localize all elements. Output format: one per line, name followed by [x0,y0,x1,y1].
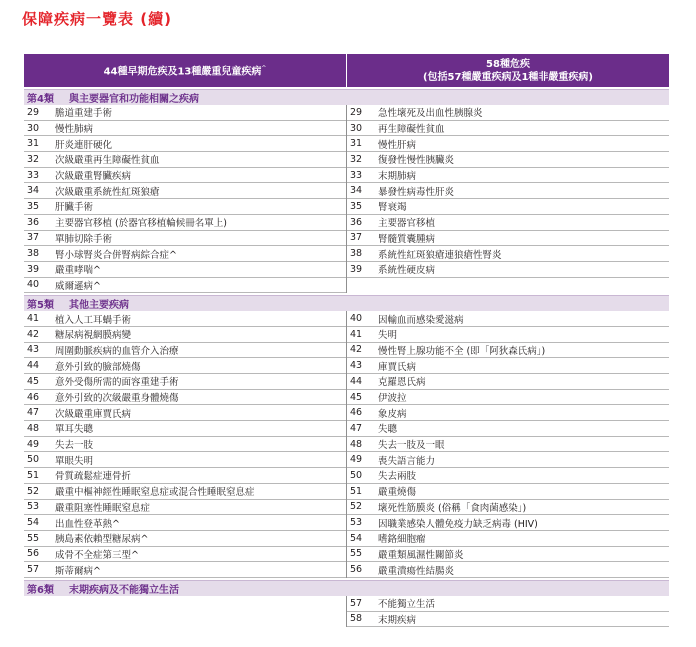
item-name: 再生障礙性貧血 [378,124,445,136]
table-row [347,183,669,199]
item-number: 29 [27,106,40,118]
item-number: 44 [27,360,40,372]
header-right [347,54,669,87]
item-name: 失聰 [378,424,398,436]
table-row [347,596,669,612]
item-name: 喪失語言能力 [378,455,436,467]
table-row [24,246,346,262]
table-header [24,54,669,87]
item-name: 系統性紅斑狼瘡連狼瘡性腎炎 [378,249,502,261]
category-body [24,105,669,293]
item-number: 45 [350,391,363,403]
item-name: 意外引致的臉部燒傷 [55,361,141,373]
table-row [347,262,669,278]
item-number: 53 [350,517,363,529]
item-number: 57 [27,564,40,576]
item-number: 38 [350,248,363,260]
item-name: 不能獨立生活 [378,599,436,611]
header-right-line2: (包括57種嚴重疾病及1種非嚴重疾病) [422,71,593,83]
item-name: 出血性登革熱^ [55,518,120,530]
category-title: 與主要器官和功能相關之疾病 [69,94,199,105]
item-number: 55 [27,532,40,544]
category-section [24,295,669,578]
table-row [24,405,346,421]
category-body [24,311,669,578]
item-number: 37 [350,232,363,244]
table-row [347,358,669,374]
header-left-sup: ^ [261,65,267,73]
item-name: 伊波拉 [378,393,407,405]
table-row [24,105,346,121]
item-name: 次級嚴重庫賈氏病 [55,408,132,420]
item-number: 43 [350,360,363,372]
table-row [347,500,669,516]
table-row [347,136,669,152]
item-number: 51 [27,469,40,481]
item-number: 45 [27,375,40,387]
item-number: 41 [27,313,40,325]
item-name: 慢性肺病 [55,124,94,136]
table-row [24,452,346,468]
item-number: 29 [350,106,363,118]
table-row [347,390,669,406]
item-number: 56 [350,564,363,576]
table-row [24,562,346,578]
right-column [347,105,669,293]
category-number: 第4類 [27,94,54,105]
item-number: 33 [27,169,40,181]
item-name: 骨質疏鬆症連骨折 [55,471,132,483]
category-section [24,580,669,627]
item-number: 33 [350,169,363,181]
table-row [347,484,669,500]
item-name: 失去兩肢 [378,471,417,483]
item-name: 系統性硬皮病 [378,265,436,277]
item-number: 56 [27,548,40,560]
item-name: 次級嚴重系統性紅斑狼瘡 [55,186,160,198]
item-name: 意外引致的次級嚴重身體燒傷 [55,393,179,405]
item-name: 壞死性筋膜炎 (俗稱「食肉菌感染」) [378,502,527,514]
item-name: 主要器官移植 (於器官移植輪候冊名單上) [55,218,227,230]
item-number: 31 [350,138,363,150]
item-number: 50 [350,469,363,481]
category-number: 第5類 [27,300,54,312]
category-number: 第6類 [27,584,54,596]
table-row [24,168,346,184]
item-number: 47 [350,422,363,434]
left-column [24,311,347,578]
item-number: 41 [350,328,363,340]
table-row [347,327,669,343]
item-number: 54 [27,517,40,529]
item-name: 肝炎連肝硬化 [55,139,113,151]
item-number: 34 [27,185,40,197]
table-row [24,484,346,500]
item-number: 43 [27,344,40,356]
item-number: 35 [350,200,363,212]
item-number: 42 [350,344,363,356]
item-number: 37 [27,232,40,244]
table-row [347,547,669,563]
item-name: 因輸血而感染愛滋病 [378,314,464,326]
table-row [347,531,669,547]
table-row [347,215,669,231]
item-name: 復發性慢性胰臟炎 [378,155,455,167]
header-left [24,54,347,87]
table-row [24,343,346,359]
item-name: 急性壞死及出血性胰腺炎 [378,108,483,120]
item-name: 膽道重建手術 [55,108,113,120]
item-number: 49 [27,438,40,450]
item-number: 46 [350,407,363,419]
category-title: 其他主要疾病 [69,300,129,312]
item-number: 48 [350,438,363,450]
item-name: 失去一肢及一眼 [378,440,445,452]
table-row [24,421,346,437]
table-row [347,515,669,531]
table-row [347,121,669,137]
right-column [347,311,669,578]
table-row [347,374,669,390]
item-name: 嚴重燒傷 [378,487,417,499]
item-number: 49 [350,454,363,466]
table-row [347,405,669,421]
item-number: 52 [350,501,363,513]
item-name: 單肺切除手術 [55,233,113,245]
item-name: 暴發性病毒性肝炎 [378,186,455,198]
item-number: 34 [350,185,363,197]
header-left-text: 44種早期危疾及13種嚴重兒童疾病 [103,66,262,78]
table-row [24,262,346,278]
right-column [347,596,669,627]
item-number: 50 [27,454,40,466]
table-row [24,183,346,199]
item-number: 40 [350,313,363,325]
table-row [347,452,669,468]
table-row [347,168,669,184]
table-row [347,199,669,215]
item-name: 植入人工耳蝸手術 [55,314,132,326]
item-name: 周圍動脈疾病的血管介入治療 [55,345,179,357]
disease-table [24,54,669,627]
item-number: 30 [350,122,363,134]
item-number: 53 [27,501,40,513]
item-number: 38 [27,248,40,260]
item-number: 42 [27,328,40,340]
table-row [24,152,346,168]
sections-container [24,89,669,627]
item-number: 55 [350,548,363,560]
item-number: 36 [350,216,363,228]
item-name: 主要器官移植 [378,218,436,230]
item-name: 庫賈氏病 [378,361,417,373]
table-row [24,531,346,547]
item-name: 單眼失明 [55,455,94,467]
item-name: 嚴重潰瘍性結腸炎 [378,565,455,577]
table-row [24,311,346,327]
item-name: 嗜鉻細胞瘤 [378,534,426,546]
table-row [347,152,669,168]
item-number: 39 [27,263,40,275]
item-number: 35 [27,200,40,212]
item-number: 44 [350,375,363,387]
item-name: 嚴重類風濕性關節炎 [378,549,464,561]
item-number: 32 [27,153,40,165]
item-name: 腎小球腎炎合併腎病綜合症^ [55,249,177,261]
item-name: 慢性腎上腺功能不全 (即「阿狄森氏病」) [378,345,546,357]
item-name: 象皮病 [378,408,407,420]
item-name: 腎髓質囊腫病 [378,233,436,245]
table-row [24,500,346,516]
item-number: 47 [27,407,40,419]
item-number: 57 [350,597,363,609]
item-number: 32 [350,153,363,165]
table-row [347,468,669,484]
item-name: 腎衰竭 [378,202,407,214]
table-row [24,327,346,343]
item-number: 54 [350,532,363,544]
table-row [347,612,669,628]
item-name: 末期肺病 [378,171,417,183]
page-title: 保障疾病一覽表 (續) [22,10,172,28]
item-number: 46 [27,391,40,403]
category-title: 末期疾病及不能獨立生活 [69,584,179,596]
item-name: 次級嚴重腎臟疾病 [55,171,132,183]
item-name: 因職業感染人體免疫力缺乏病毒 (HIV) [378,518,538,530]
item-name: 單耳失聰 [55,424,94,436]
item-name: 慢性肝病 [378,139,417,151]
table-row [24,437,346,453]
category-header [24,580,669,596]
table-row [347,311,669,327]
table-row [24,121,346,137]
item-number: 51 [350,485,363,497]
item-number: 40 [27,279,40,291]
table-row [24,547,346,563]
table-row [24,199,346,215]
header-right-line1: 58種危疾 [486,58,530,70]
item-name: 成骨不全症第三型^ [55,549,139,561]
item-number: 52 [27,485,40,497]
category-header [24,295,669,311]
left-column [24,105,347,293]
table-row [24,136,346,152]
table-row [24,468,346,484]
item-number: 48 [27,422,40,434]
item-name: 意外受傷所需的面容重建手術 [55,377,179,389]
table-row [347,105,669,121]
table-row [24,390,346,406]
category-header [24,89,669,105]
item-number: 30 [27,122,40,134]
item-name: 克羅恩氏病 [378,377,426,389]
table-row [347,231,669,247]
item-name: 失去一肢 [55,440,94,452]
item-name: 次級嚴重再生障礙性貧血 [55,155,160,167]
item-number: 39 [350,263,363,275]
table-row [347,246,669,262]
item-name: 威爾遜病^ [55,280,101,292]
item-name: 糖尿病視網膜病變 [55,330,132,342]
item-name: 肝臟手術 [55,202,94,214]
item-number: 36 [27,216,40,228]
item-name: 嚴重哮喘^ [55,265,101,277]
table-row [24,278,346,294]
item-number: 58 [350,613,363,625]
table-row [347,437,669,453]
item-number: 31 [27,138,40,150]
item-name: 斯蒂爾病^ [55,565,101,577]
item-name: 嚴重阻塞性睡眠窒息症 [55,502,151,514]
table-row [347,343,669,359]
table-row [24,515,346,531]
table-row [24,374,346,390]
item-name: 失明 [378,330,398,342]
item-name: 胰島素依賴型糖尿病^ [55,534,149,546]
table-row [24,215,346,231]
item-name: 末期疾病 [378,614,417,626]
category-body [24,596,669,627]
item-name: 嚴重中樞神經性睡眠窒息症或混合性睡眠窒息症 [55,487,255,499]
table-row [347,562,669,578]
table-row [24,358,346,374]
table-row [24,231,346,247]
category-section [24,89,669,293]
left-column [24,596,347,627]
table-row [347,421,669,437]
